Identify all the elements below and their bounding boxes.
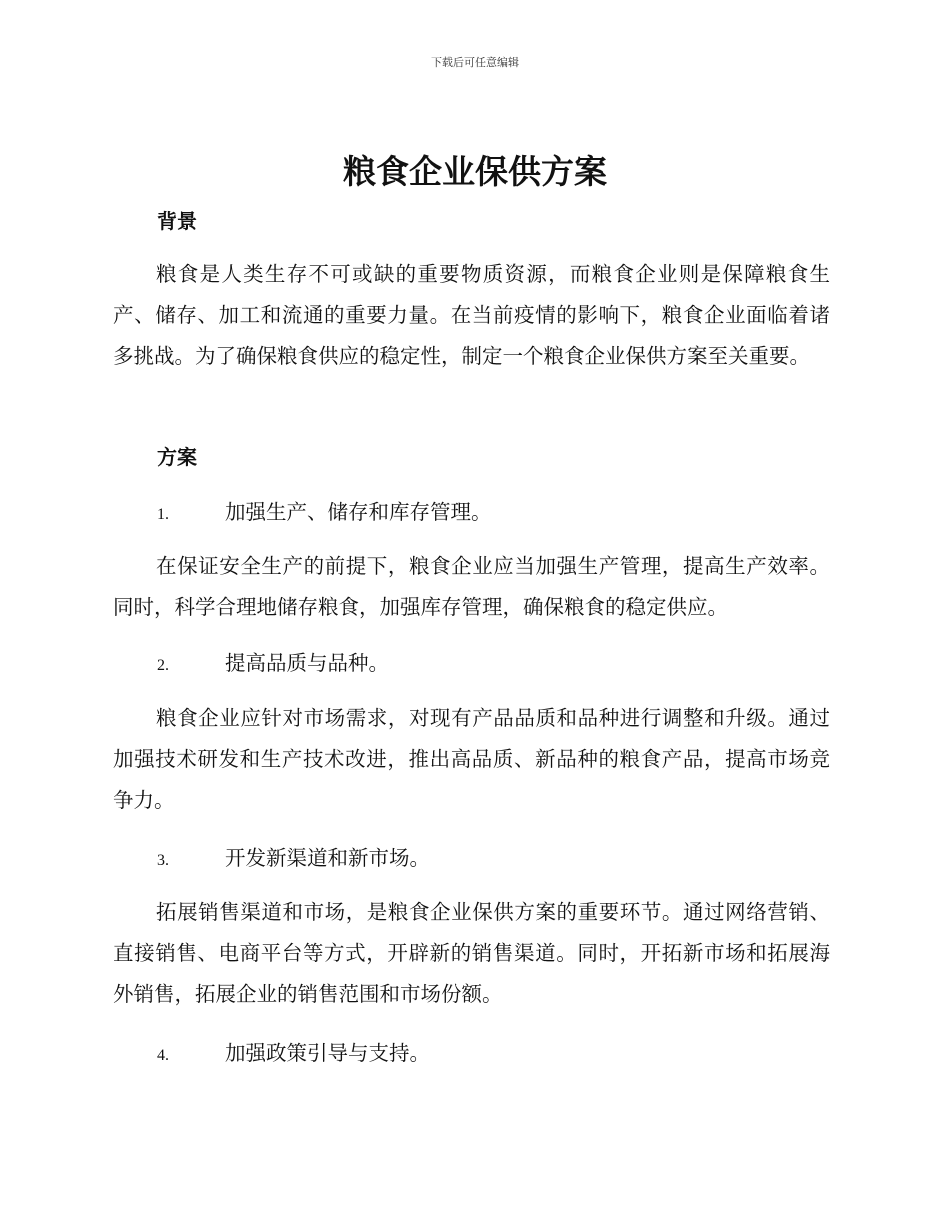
plan-item-1 [157,497,830,530]
plan-item-number: 1. [157,506,169,523]
header-note: 下载后可任意编辑 [431,56,519,69]
plan-item-3 [157,843,830,876]
plan-item-title: 提高品质与品种。 [225,651,389,675]
background-paragraph: 粮食是人类生存不可或缺的重要物质资源，而粮食企业则是保障粮食生产、储存、加工和流通的重要力量。在当前疫情的影响下，粮食企业面临着诸多挑战。为了确保粮食供应的稳定性，制定一个粮食企业保供方案至关重要。 [113,262,830,368]
plan-item-2 [157,648,830,681]
plan-item-title: 开发新渠道和新市场。 [225,846,430,870]
plan-item-number: 4. [157,1047,169,1064]
plan-item-title: 加强政策引导与支持。 [225,1041,430,1065]
plan-item-3-paragraph: 拓展销售渠道和市场，是粮食企业保供方案的重要环节。通过网络营销、直接销售、电商平台等方式，开辟新的销售渠道。同时，开拓新市场和拓展海外销售，拓展企业的销售范围和市场份额。 [113,900,830,1006]
section-heading-plan: 方案 [157,445,197,469]
plan-item-number: 2. [157,657,169,674]
plan-item-1-paragraph: 在保证安全生产的前提下，粮食企业应当加强生产管理，提高生产效率。同时，科学合理地储存粮食，加强库存管理，确保粮食的稳定供应。 [113,554,830,619]
plan-item-2-paragraph: 粮食企业应针对市场需求，对现有产品品质和品种进行调整和升级。通过加强技术研发和生产技术改进，推出高品质、新品种的粮食产品，提高市场竞争力。 [113,706,830,812]
plan-item-title: 加强生产、储存和库存管理。 [225,500,492,524]
section-heading-background: 背景 [157,209,197,233]
plan-item-4 [157,1038,830,1071]
plan-item-number: 3. [157,852,169,869]
document-title: 粮食企业保供方案 [343,152,607,191]
